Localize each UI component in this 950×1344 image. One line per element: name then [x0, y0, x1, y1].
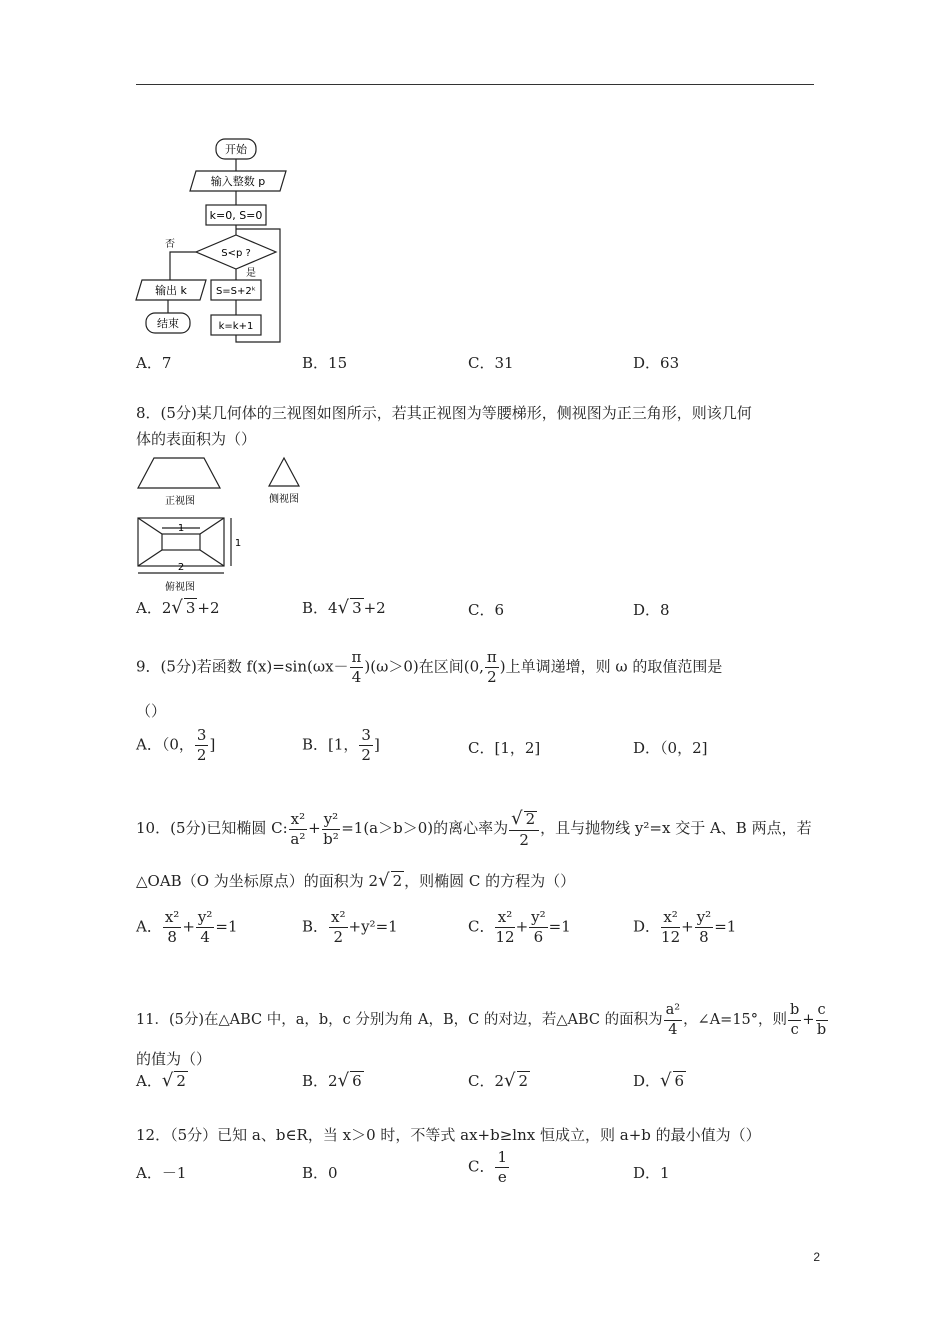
q8-option-b: B．4√ 3 +2: [302, 597, 386, 618]
flow-decision: S<p ?: [221, 248, 251, 259]
q11-stem: 11．(5分)在△ABC 中，a，b，c 分别为角 A，B，C 的对边，若△ABC 的面积为 $\frac{\text{a²}}{4}$ ，∠A=15°，则 $\frac{b}{c}$ + $\frac{c}{b}$: [136, 1002, 827, 1038]
q12-option-c: C． $\frac{1}{e}$: [468, 1148, 508, 1186]
q11-option-b: B．2√ 6: [302, 1070, 362, 1091]
flow-init: k=0, S=0: [209, 209, 263, 222]
q12-option-d: D．1: [633, 1164, 670, 1182]
three-view-diagram: [134, 452, 314, 597]
q10-stem: 10．(5分)已知椭圆 C: $\frac{\text{x²}}{\text{a²}}$ + $\frac{\text{y²}}{\text{b²}}$ =1(a＞b＞0)的离心率为 $\frac{√ 2}{2}$ ，且与抛物线 y²=x 交于 A、B 两点，若: [136, 808, 812, 849]
q12-stem: 12．（5分）已知 a、b∈R，当 x＞0 时，不等式 ax+b≥lnx 恒成立，则 a+b 的最小值为（）: [136, 1126, 761, 1144]
flow-yes: 是: [246, 268, 256, 279]
q10-option-d: D． $\frac{\text{x²}}{12}$ + $\frac{\text{y²}}{8}$ =1: [633, 908, 737, 946]
q10-option-a: A． $\frac{\text{x²}}{8}$ + $\frac{\text{y²}}{4}$ =1: [136, 908, 238, 946]
q11-option-c: C．2√ 2: [468, 1070, 529, 1091]
flow-start: 开始: [225, 143, 247, 156]
top-view-label: 俯视图: [165, 582, 195, 593]
flow-no: 否: [165, 239, 175, 250]
q8-option-a: A．2√ 3 +2: [136, 597, 220, 618]
dim-label-side: 1: [234, 538, 242, 549]
q9-stem-line2: （）: [136, 702, 167, 720]
flow-update-s: S=S+2ᵏ: [215, 286, 257, 297]
flow-update-k: k=k+1: [218, 321, 254, 332]
q10-option-b: B． $\frac{\text{x²}}{2}$ +y²=1: [302, 908, 398, 946]
flow-end: 结束: [157, 317, 179, 330]
q9-stem: 9．(5分)若函数 f(x)=sin(ωx－ $\frac{\pi}{4}$ )(ω＞0)在区间(0, $\frac{\pi}{2}$ )上单调递增，则 ω 的取值范围是: [136, 648, 723, 686]
side-view-label: 侧视图: [269, 494, 299, 505]
q8-stem-line2: 体的表面积为（）: [136, 430, 257, 448]
q7-option-b: B．15: [302, 354, 348, 372]
q8-option-d: D．8: [633, 601, 670, 619]
header-rule: [136, 84, 814, 85]
q9-option-c: C．[1，2]: [468, 739, 541, 757]
front-view-label: 正视图: [165, 496, 195, 507]
q10-option-c: C． $\frac{\text{x²}}{12}$ + $\frac{\text{y²}}{6}$ =1: [468, 908, 571, 946]
q7-option-d: D．63: [633, 354, 680, 372]
q11-option-a: A．√ 2: [136, 1070, 186, 1091]
q12-option-b: B．0: [302, 1164, 338, 1182]
q7-option-a: A．7: [136, 354, 172, 372]
q10-stem-line2: △OAB（O 为坐标原点）的面积为 2√ 2 ，则椭圆 C 的方程为（）: [136, 870, 576, 891]
q11-option-d: D．√ 6: [633, 1070, 685, 1091]
q11-stem-line2: 的值为（）: [136, 1050, 212, 1068]
q8-stem-line1: 8．(5分)某几何体的三视图如图所示，若其正视图为等腰梯形，侧视图为正三角形，则该几何: [136, 404, 752, 422]
flow-output: 输出 k: [155, 284, 187, 297]
dim-label-1: 1: [177, 523, 185, 534]
q7-option-c: C．31: [468, 354, 514, 372]
q9-option-d: D．（0，2]: [633, 739, 708, 757]
dim-label-2: 2: [177, 562, 185, 573]
page-number: 2: [813, 1250, 820, 1264]
q9-option-b: B．[1， $\frac{3}{2}$ ]: [302, 726, 380, 764]
flowchart-diagram: [130, 135, 300, 345]
q9-option-a: A．（0， $\frac{3}{2}$ ]: [136, 726, 216, 764]
flow-input: 输入整数 p: [210, 175, 266, 188]
q12-option-a: A．－1: [136, 1164, 187, 1182]
q8-option-c: C．6: [468, 601, 505, 619]
